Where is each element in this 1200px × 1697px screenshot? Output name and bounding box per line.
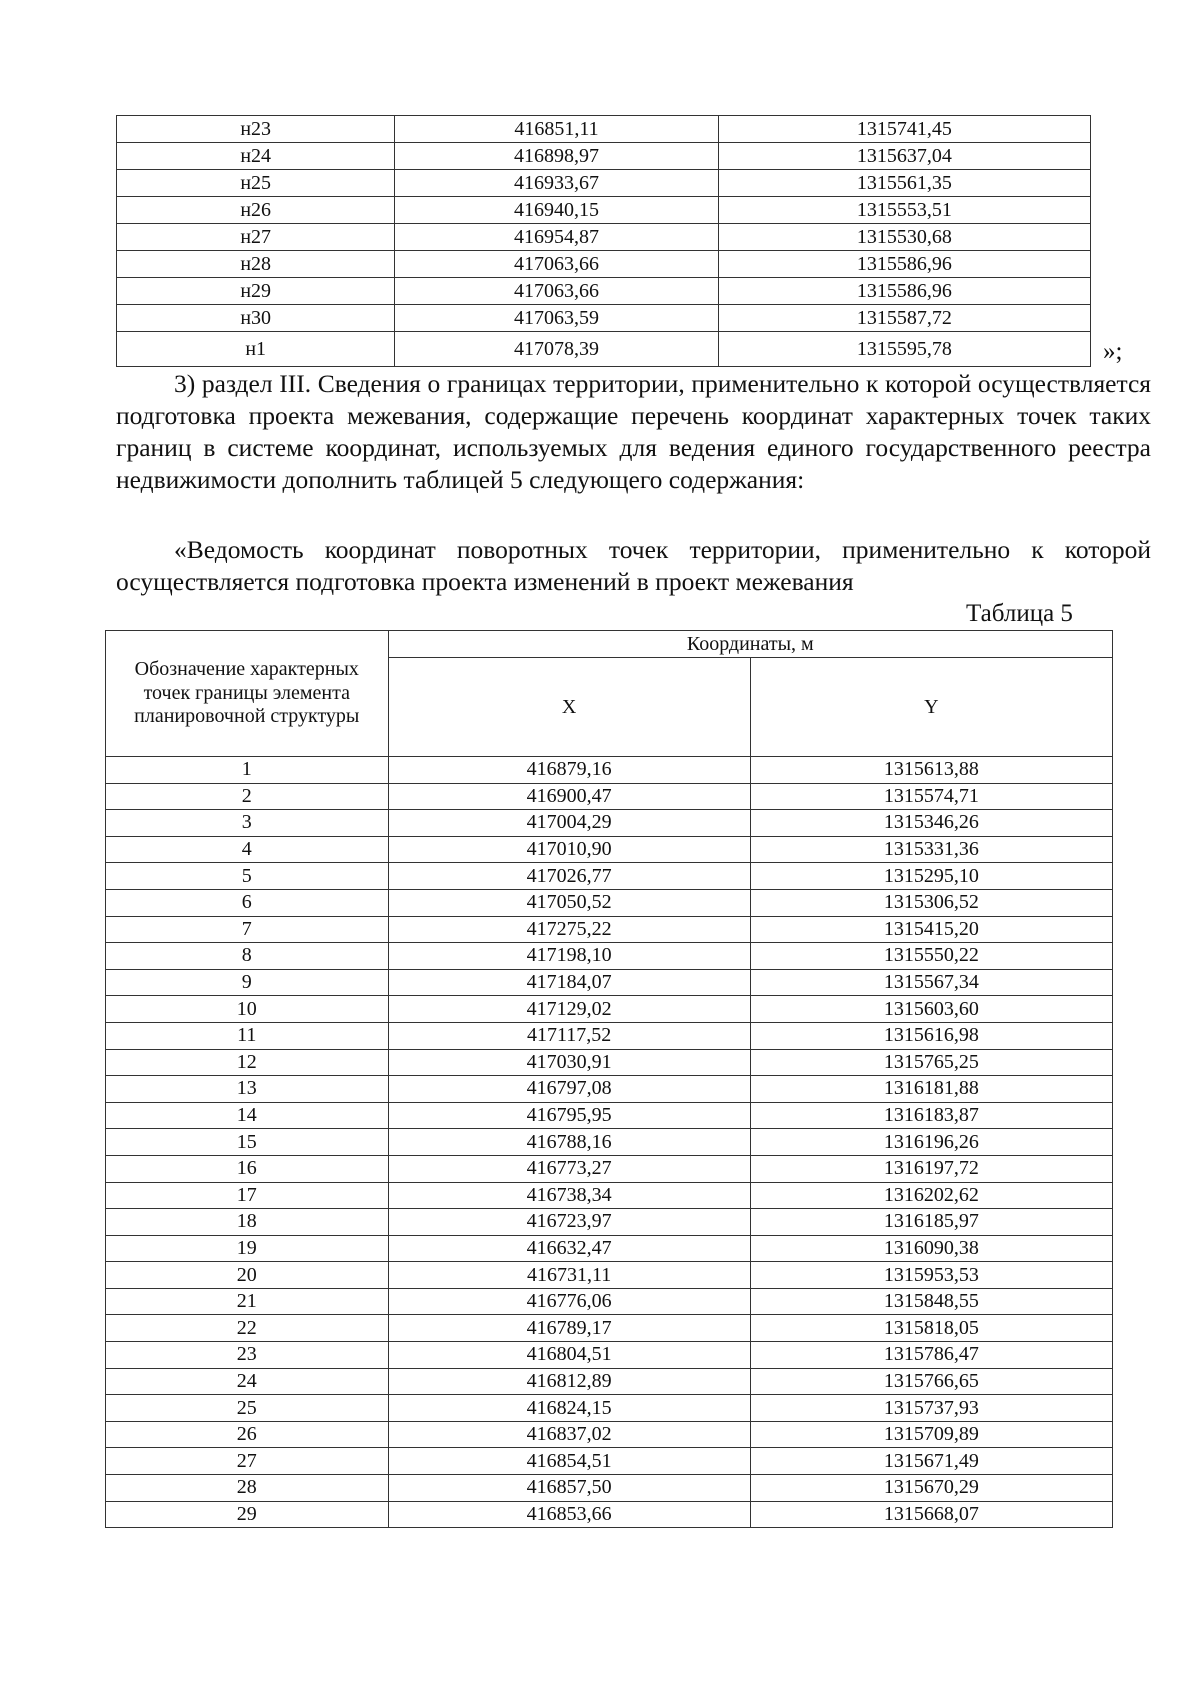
y-coordinate-cell: 1315306,52 xyxy=(750,889,1112,916)
table-row xyxy=(106,783,1113,810)
table-row xyxy=(106,943,1113,970)
y-coordinate-cell: 1315818,05 xyxy=(750,1315,1112,1342)
point-id-cell: 27 xyxy=(106,1448,389,1475)
table-row xyxy=(106,1475,1113,1502)
y-coordinate-cell: 1316090,38 xyxy=(750,1235,1112,1262)
table-row xyxy=(106,969,1113,996)
point-id-cell: 13 xyxy=(106,1076,389,1103)
point-id-cell: 6 xyxy=(106,889,389,916)
table-row xyxy=(117,143,1091,170)
x-coordinate-cell: 416854,51 xyxy=(388,1448,750,1475)
point-id-cell: 20 xyxy=(106,1262,389,1289)
table-row xyxy=(106,1262,1113,1289)
point-id-cell: н25 xyxy=(117,170,395,197)
point-id-cell: 9 xyxy=(106,969,389,996)
x-coordinate-cell: 416879,16 xyxy=(388,757,750,784)
table-row xyxy=(117,332,1091,367)
x-coordinate-cell: 417004,29 xyxy=(388,810,750,837)
point-id-cell: 17 xyxy=(106,1182,389,1209)
point-id-cell: н26 xyxy=(117,197,395,224)
paragraph-text: 3) раздел III. Сведения о границах территории, применительно к которой осуществляется подготовка проекта межевания, содержащие перечень координат характерных точек таких границ в системе координат, используемых для ведения единого государственного реестра недвижимости дополнить таблицей 5 следующего содержания: xyxy=(116,369,1151,494)
x-coordinate-cell: 416824,15 xyxy=(388,1395,750,1422)
table-row xyxy=(106,810,1113,837)
table-row xyxy=(106,1155,1113,1182)
table-row xyxy=(117,197,1091,224)
table-5 xyxy=(105,630,1113,1528)
x-coordinate-cell: 417275,22 xyxy=(388,916,750,943)
point-id-cell: 2 xyxy=(106,783,389,810)
table-row xyxy=(106,1395,1113,1422)
point-id-cell: 28 xyxy=(106,1475,389,1502)
table-row xyxy=(106,1102,1113,1129)
table-row xyxy=(106,1182,1113,1209)
point-id-cell: н27 xyxy=(117,224,395,251)
table-row xyxy=(106,1315,1113,1342)
point-id-cell: 8 xyxy=(106,943,389,970)
point-id-cell: 19 xyxy=(106,1235,389,1262)
y-coordinate-cell: 1315671,49 xyxy=(750,1448,1112,1475)
x-coordinate-cell: 416776,06 xyxy=(388,1288,750,1315)
point-id-cell: 5 xyxy=(106,863,389,890)
x-coordinate-cell: 417129,02 xyxy=(388,996,750,1023)
table-row xyxy=(106,996,1113,1023)
table-row xyxy=(117,305,1091,332)
y-coordinate-cell: 1315567,34 xyxy=(750,969,1112,996)
y-coordinate-cell: 1315670,29 xyxy=(750,1475,1112,1502)
y-coordinate-cell: 1315331,36 xyxy=(750,836,1112,863)
x-coordinate-cell: 416773,27 xyxy=(388,1155,750,1182)
y-coordinate-cell: 1315741,45 xyxy=(718,116,1090,143)
point-id-cell: 15 xyxy=(106,1129,389,1156)
point-id-cell: 12 xyxy=(106,1049,389,1076)
y-coordinate-cell: 1316183,87 xyxy=(750,1102,1112,1129)
x-coordinate-cell: 416812,89 xyxy=(388,1368,750,1395)
y-coordinate-cell: 1315586,96 xyxy=(718,251,1090,278)
y-coordinate-cell: 1315709,89 xyxy=(750,1421,1112,1448)
x-coordinate-cell: 416788,16 xyxy=(388,1129,750,1156)
table-row xyxy=(106,1209,1113,1236)
x-coordinate-cell: 416851,11 xyxy=(395,116,718,143)
y-coordinate-cell: 1315737,93 xyxy=(750,1395,1112,1422)
point-id-cell: н29 xyxy=(117,278,395,305)
y-coordinate-cell: 1315553,51 xyxy=(718,197,1090,224)
y-coordinate-cell: 1316197,72 xyxy=(750,1155,1112,1182)
table-row xyxy=(106,1368,1113,1395)
point-id-cell: 26 xyxy=(106,1421,389,1448)
point-id-cell: 10 xyxy=(106,996,389,1023)
paragraph-table-title xyxy=(116,534,1151,598)
x-coordinate-cell: 416933,67 xyxy=(395,170,718,197)
y-coordinate-cell: 1315637,04 xyxy=(718,143,1090,170)
header-coordinates: Координаты, м xyxy=(388,631,1112,658)
x-coordinate-cell: 416900,47 xyxy=(388,783,750,810)
table-row xyxy=(106,1501,1113,1528)
table-row xyxy=(117,278,1091,305)
point-id-cell: н24 xyxy=(117,143,395,170)
x-coordinate-cell: 416898,97 xyxy=(395,143,718,170)
x-coordinate-cell: 416789,17 xyxy=(388,1315,750,1342)
table-row xyxy=(106,1288,1113,1315)
y-coordinate-cell: 1315603,60 xyxy=(750,996,1112,1023)
paragraph-section-3 xyxy=(116,368,1151,496)
table-row xyxy=(106,1342,1113,1369)
closing-quote: »; xyxy=(1103,338,1123,365)
x-coordinate-cell: 416632,47 xyxy=(388,1235,750,1262)
y-coordinate-cell: 1315295,10 xyxy=(750,863,1112,890)
x-coordinate-cell: 416731,11 xyxy=(388,1262,750,1289)
x-coordinate-cell: 417184,07 xyxy=(388,969,750,996)
y-coordinate-cell: 1315346,26 xyxy=(750,810,1112,837)
table-row xyxy=(106,1421,1113,1448)
x-coordinate-cell: 417030,91 xyxy=(388,1049,750,1076)
x-coordinate-cell: 417078,39 xyxy=(395,332,718,367)
table-row xyxy=(106,1235,1113,1262)
x-coordinate-cell: 416738,34 xyxy=(388,1182,750,1209)
y-coordinate-cell: 1315595,78 xyxy=(718,332,1090,367)
y-coordinate-cell: 1316181,88 xyxy=(750,1076,1112,1103)
x-coordinate-cell: 417063,59 xyxy=(395,305,718,332)
table-row xyxy=(117,116,1091,143)
x-coordinate-cell: 416723,97 xyxy=(388,1209,750,1236)
y-coordinate-cell: 1315786,47 xyxy=(750,1342,1112,1369)
table-row xyxy=(117,170,1091,197)
y-coordinate-cell: 1316202,62 xyxy=(750,1182,1112,1209)
point-id-cell: 24 xyxy=(106,1368,389,1395)
y-coordinate-cell: 1315953,53 xyxy=(750,1262,1112,1289)
header-point-designation: Обозначение характерных точек границы элемента планировочной структуры xyxy=(106,631,389,757)
y-coordinate-cell: 1315586,96 xyxy=(718,278,1090,305)
table-row xyxy=(106,863,1113,890)
header-x: X xyxy=(388,658,750,757)
y-coordinate-cell: 1315848,55 xyxy=(750,1288,1112,1315)
point-id-cell: 11 xyxy=(106,1022,389,1049)
table-row xyxy=(106,1076,1113,1103)
point-id-cell: 14 xyxy=(106,1102,389,1129)
y-coordinate-cell: 1316185,97 xyxy=(750,1209,1112,1236)
point-id-cell: 25 xyxy=(106,1395,389,1422)
x-coordinate-cell: 417063,66 xyxy=(395,278,718,305)
x-coordinate-cell: 416795,95 xyxy=(388,1102,750,1129)
point-id-cell: н23 xyxy=(117,116,395,143)
table-caption: Таблица 5 xyxy=(966,600,1073,627)
x-coordinate-cell: 417063,66 xyxy=(395,251,718,278)
x-coordinate-cell: 416940,15 xyxy=(395,197,718,224)
coordinates-table-continuation xyxy=(116,115,1091,367)
x-coordinate-cell: 417010,90 xyxy=(388,836,750,863)
y-coordinate-cell: 1315613,88 xyxy=(750,757,1112,784)
x-coordinate-cell: 416797,08 xyxy=(388,1076,750,1103)
y-coordinate-cell: 1315765,25 xyxy=(750,1049,1112,1076)
table-row xyxy=(106,1129,1113,1156)
point-id-cell: 1 xyxy=(106,757,389,784)
x-coordinate-cell: 417026,77 xyxy=(388,863,750,890)
y-coordinate-cell: 1315766,65 xyxy=(750,1368,1112,1395)
x-coordinate-cell: 416853,66 xyxy=(388,1501,750,1528)
table-row xyxy=(117,251,1091,278)
paragraph-text: «Ведомость координат поворотных точек территории, применительно к которой осуществляется подготовка проекта изменений в проект межевания xyxy=(116,535,1151,596)
point-id-cell: 23 xyxy=(106,1342,389,1369)
x-coordinate-cell: 416804,51 xyxy=(388,1342,750,1369)
y-coordinate-cell: 1315668,07 xyxy=(750,1501,1112,1528)
table-row xyxy=(106,836,1113,863)
x-coordinate-cell: 416837,02 xyxy=(388,1421,750,1448)
y-coordinate-cell: 1315574,71 xyxy=(750,783,1112,810)
table-row xyxy=(106,1049,1113,1076)
y-coordinate-cell: 1315561,35 xyxy=(718,170,1090,197)
x-coordinate-cell: 417117,52 xyxy=(388,1022,750,1049)
y-coordinate-cell: 1316196,26 xyxy=(750,1129,1112,1156)
y-coordinate-cell: 1315587,72 xyxy=(718,305,1090,332)
x-coordinate-cell: 417198,10 xyxy=(388,943,750,970)
table-row xyxy=(106,916,1113,943)
point-id-cell: 22 xyxy=(106,1315,389,1342)
point-id-cell: 29 xyxy=(106,1501,389,1528)
y-coordinate-cell: 1315415,20 xyxy=(750,916,1112,943)
table-row xyxy=(106,1022,1113,1049)
x-coordinate-cell: 417050,52 xyxy=(388,889,750,916)
point-id-cell: 21 xyxy=(106,1288,389,1315)
point-id-cell: 16 xyxy=(106,1155,389,1182)
point-id-cell: 4 xyxy=(106,836,389,863)
table-row xyxy=(106,889,1113,916)
point-id-cell: 7 xyxy=(106,916,389,943)
table-row xyxy=(106,1448,1113,1475)
header-y: Y xyxy=(750,658,1112,757)
point-id-cell: н30 xyxy=(117,305,395,332)
point-id-cell: н28 xyxy=(117,251,395,278)
y-coordinate-cell: 1315550,22 xyxy=(750,943,1112,970)
x-coordinate-cell: 416954,87 xyxy=(395,224,718,251)
table-row xyxy=(106,757,1113,784)
point-id-cell: 18 xyxy=(106,1209,389,1236)
y-coordinate-cell: 1315616,98 xyxy=(750,1022,1112,1049)
point-id-cell: 3 xyxy=(106,810,389,837)
point-id-cell: н1 xyxy=(117,332,395,367)
table-row xyxy=(117,224,1091,251)
x-coordinate-cell: 416857,50 xyxy=(388,1475,750,1502)
y-coordinate-cell: 1315530,68 xyxy=(718,224,1090,251)
